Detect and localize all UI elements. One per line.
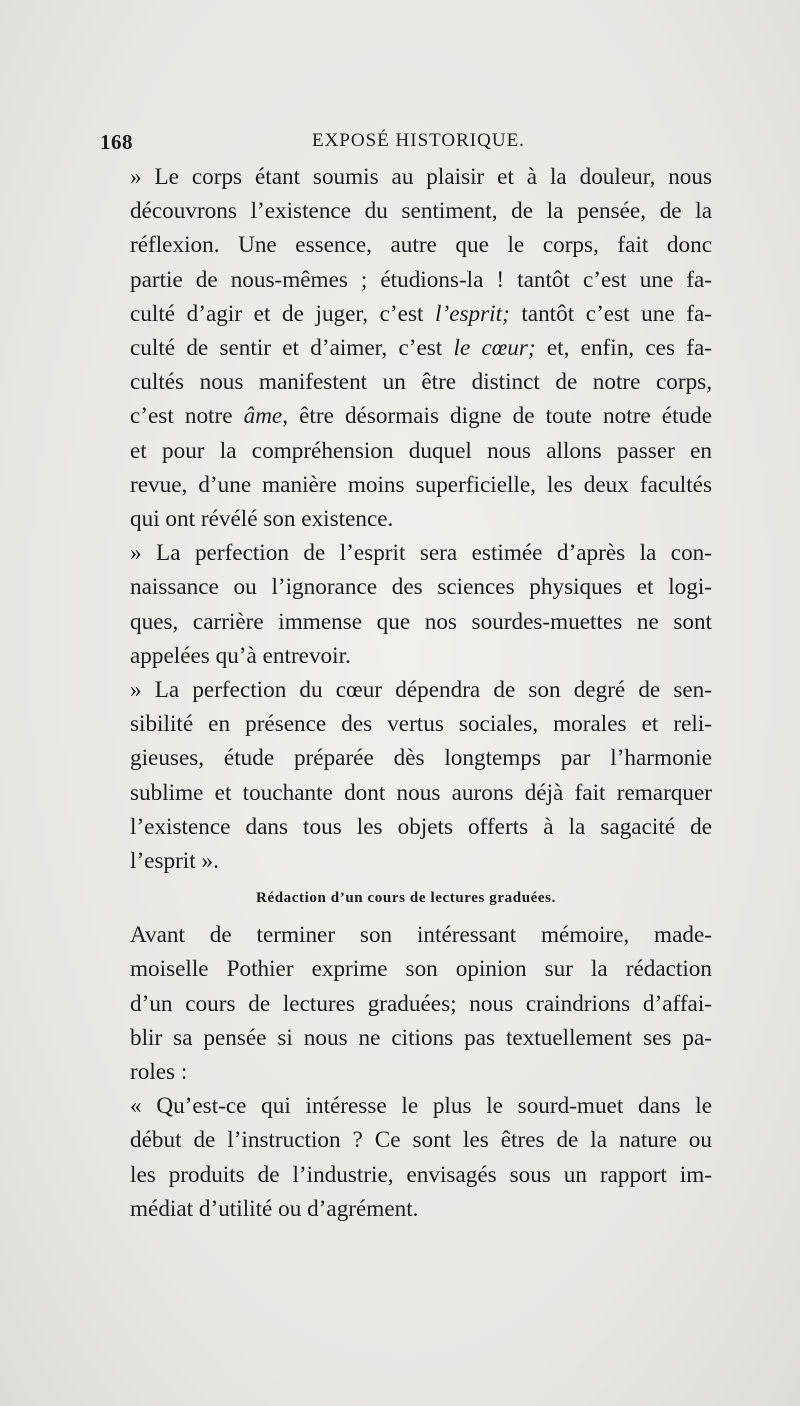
text-line: cultés nous manifestent un être distinct de notre corps,	[130, 369, 712, 396]
text-line: Avant de terminer son intéressant mémoire, made-	[130, 922, 712, 949]
text-line: partie de nous-mêmes ; étudions-la ! tantôt c’est une fa-	[130, 266, 712, 293]
text-line: qui ont révélé son existence.	[130, 506, 394, 533]
text-line: roles :	[130, 1059, 188, 1086]
section-subheading: Rédaction d’un cours de lectures graduées.	[256, 890, 556, 907]
text-line: « Qu’est-ce qui intéresse le plus le sourd-muet dans le	[130, 1093, 712, 1120]
text-line: l’esprit ».	[130, 848, 219, 875]
text-line: les produits de l’industrie, envisagés sous un rapport im-	[130, 1161, 712, 1188]
text-line: blir sa pensée si nous ne citions pas textuellement ses pa-	[130, 1024, 712, 1051]
text-line: découvrons l’existence du sentiment, de la pensée, de la	[130, 198, 712, 225]
text-line: » La perfection du cœur dépendra de son degré de sen-	[130, 677, 712, 704]
text-line: réflexion. Une essence, autre que le corps, fait donc	[130, 232, 712, 259]
text-line: naissance ou l’ignorance des sciences physiques et logi-	[130, 574, 712, 601]
text-line: appelées qu’à entrevoir.	[130, 642, 351, 669]
text-line: » La perfection de l’esprit sera estimée d’après la con-	[130, 540, 712, 567]
running-title: EXPOSÉ HISTORIQUE.	[312, 130, 525, 151]
body-text	[100, 160, 712, 1226]
text-line: sibilité en présence des vertus sociales, morales et reli-	[130, 711, 712, 738]
text-line: culté d’agir et de juger, c’est l’esprit; tantôt c’est une fa-	[130, 300, 712, 327]
text-line: début de l’instruction ? Ce sont les êtres de la nature ou	[130, 1127, 712, 1154]
text-line: l’existence dans tous les objets offerts à la sagacité de	[130, 813, 712, 840]
text-line: moiselle Pothier exprime son opinion sur la rédaction	[130, 956, 712, 983]
paragraph-1	[100, 160, 712, 536]
text-line: revue, d’une manière moins superficielle, les deux facultés	[130, 471, 712, 498]
paragraph-4	[100, 918, 712, 1089]
page-header	[100, 130, 712, 156]
paragraph-2	[100, 536, 712, 673]
page-number: 168	[100, 130, 133, 154]
text-line: ques, carrière immense que nos sourdes-muettes ne sont	[130, 608, 712, 635]
text-line: gieuses, étude préparée dès longtemps par l’harmonie	[130, 745, 712, 772]
paragraph-5	[100, 1089, 712, 1226]
text-line: et pour la compréhension duquel nous allons passer en	[130, 437, 712, 464]
text-line: d’un cours de lectures graduées; nous craindrions d’affai-	[130, 990, 712, 1017]
paragraph-3	[100, 673, 712, 878]
text-line: c’est notre âme, être désormais digne de toute notre étude	[130, 403, 713, 430]
text-line: » Le corps étant soumis au plaisir et à la douleur, nous	[130, 164, 712, 190]
text-line: médiat d’utilité ou d’agrément.	[130, 1195, 419, 1222]
text-line: culté de sentir et d’aimer, c’est le cœur; et, enfin, ces fa-	[130, 335, 712, 362]
text-line: sublime et touchante dont nous aurons déjà fait remarquer	[130, 779, 712, 806]
